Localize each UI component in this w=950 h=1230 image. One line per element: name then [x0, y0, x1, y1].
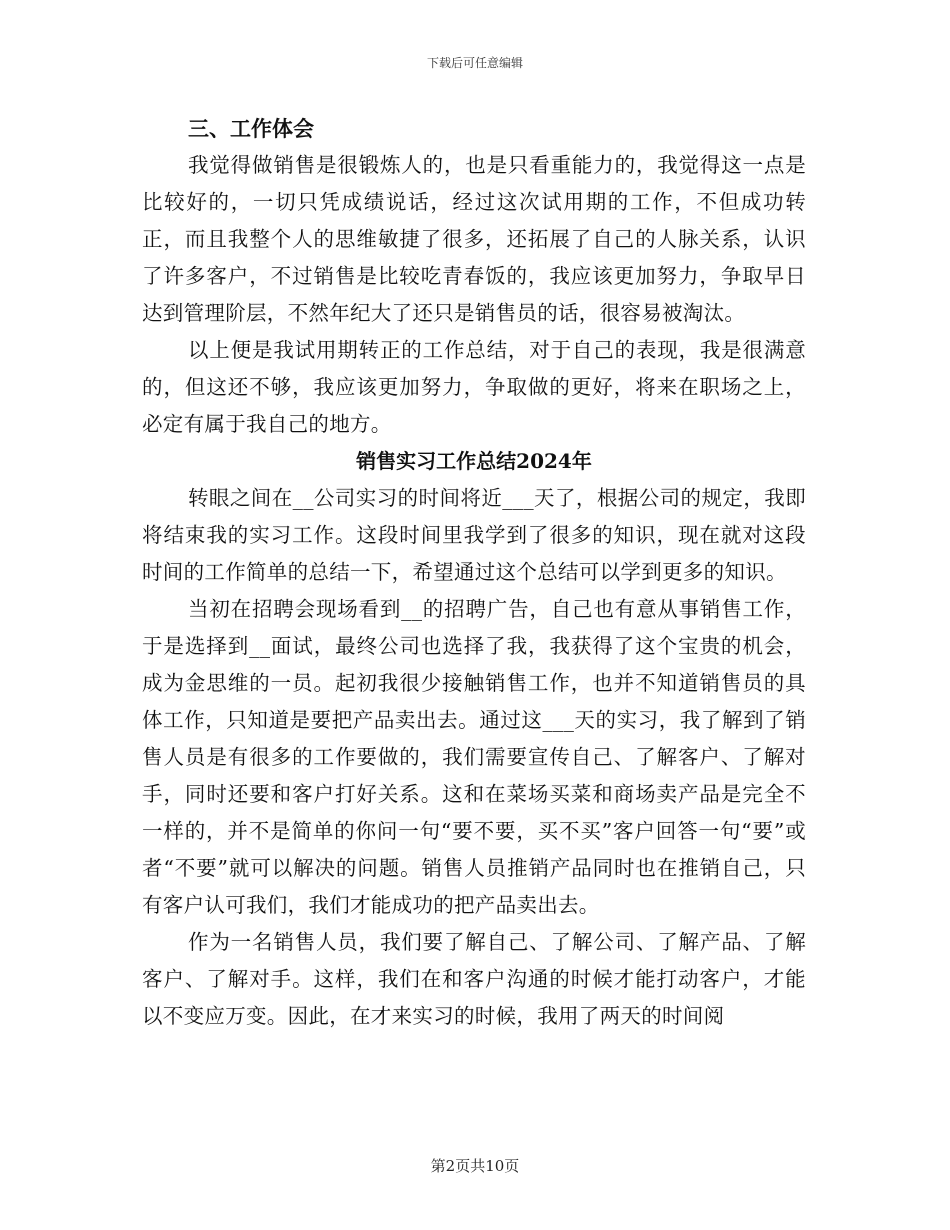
paragraph: 我觉得做销售是很锻炼人的，也是只看重能力的，我觉得这一点是比较好的，一切只凭成绩说话，经过这次试用期的工作，不但成功转正，而且我整个人的思维敏捷了很多，还拓展了自己的人脉关系，认识了许多客户，不过销售是比较吃青春饭的，我应该更加努力，争取早日达到管理阶层，不然年纪大了还只是销售员的话，很容易被淘汰。 — [142, 153, 806, 325]
page-number: 第2页共10页 — [430, 1157, 520, 1175]
document-title: 销售实习工作总结2024年 — [356, 449, 592, 473]
paragraph: 当初在招聘会现场看到__的招聘广告，自己也有意从事销售工作，于是选择到__面试，最终公司也选择了我，我获得了这个宝贵的机会，成为金思维的一员。起初我很少接触销售工作，也并不知道销售员的具体工作，只知道是要把产品卖出去。通过这___天的实习，我了解到了销售人员是有很多的工作要做的，我们需要宣传自己、了解客户、了解对手，同时还要和客户打好关系。这和在菜场买菜和商场卖产品是完全不一样的，并不是简单的你问一句“要不要，买不买”客户回答一句“要”或者“不要”就可以解决的问题。销售人员推销产品同时也在推销自己，只有客户认可我们，我们才能成功的把产品卖出去。 — [142, 597, 806, 917]
paragraph: 以上便是我试用期转正的工作总结，对于自己的表现，我是很满意的，但这还不够，我应该更加努力，争取做的更好，将来在职场之上，必定有属于我自己的地方。 — [142, 338, 806, 436]
paragraph: 作为一名销售人员，我们要了解自己、了解公司、了解产品、了解客户、了解对手。这样，我们在和客户沟通的时候才能打动客户，才能以不变应万变。因此，在才来实习的时候，我用了两天的时间阅 — [142, 930, 806, 1028]
document-body — [142, 110, 806, 1035]
paragraph: 转眼之间在__公司实习的时间将近___天了，根据公司的规定，我即将结束我的实习工作。这段时间里我学到了很多的知识，现在就对这段时间的工作简单的总结一下，希望通过这个总结可以学到更多的知识。 — [142, 486, 806, 584]
section-heading-work-experience: 三、工作体会 — [188, 116, 314, 141]
page-header-note: 下载后可任意编辑 — [426, 56, 523, 70]
